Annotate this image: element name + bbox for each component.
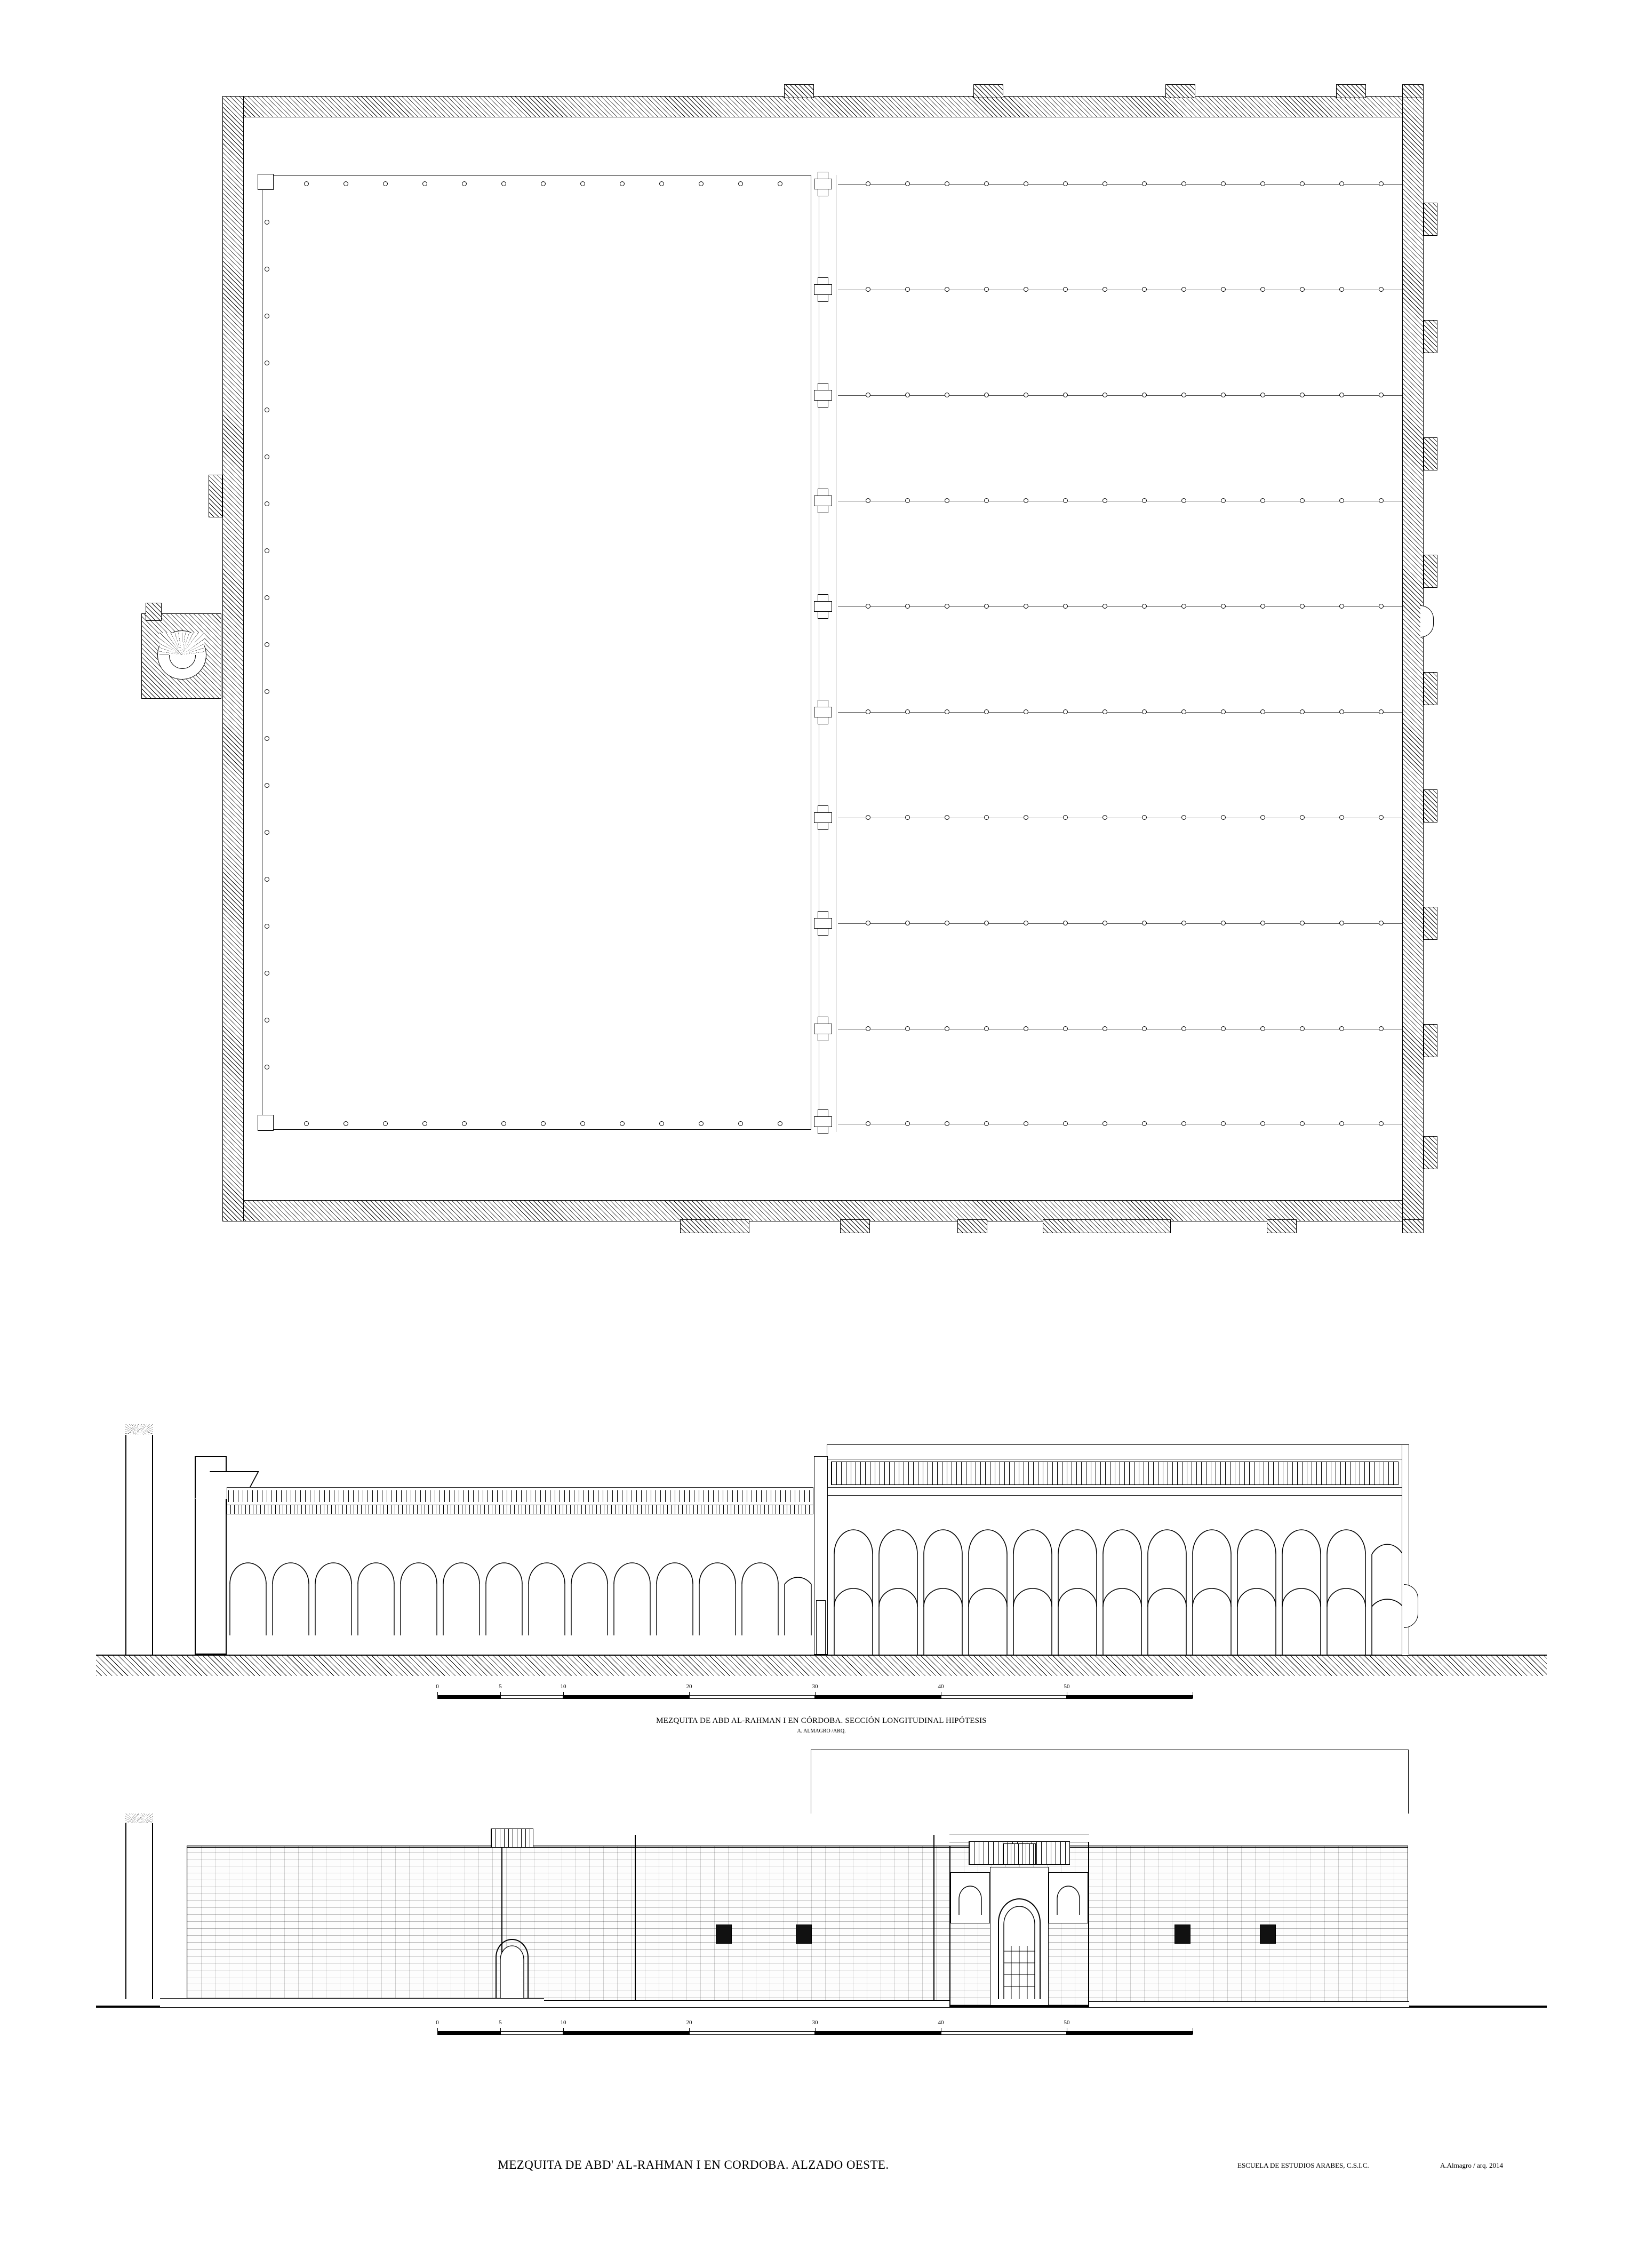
plan-wall-south (222, 1200, 1424, 1221)
section-hall-roof-ridge (827, 1444, 1403, 1459)
longitudinal-section (96, 1424, 1547, 1734)
plan-courtyard (262, 175, 811, 1130)
section-arcade-arches-west (227, 1531, 819, 1638)
elevation-joint-5 (1088, 1835, 1089, 2006)
plan-buttress-east-7 (1424, 907, 1437, 940)
section-caption-author: A. ALMAGRO /ARQ. (797, 1728, 846, 1734)
plan-west-recess-upper (209, 475, 222, 517)
section-scale-label: 50 (1064, 1683, 1070, 1690)
plan-cruciform-pier (814, 911, 832, 936)
elevation-scale-label: 10 (560, 2019, 566, 2026)
plan-cruciform-pier (814, 1017, 832, 1041)
plan-buttress-east-8 (1424, 1024, 1437, 1057)
elevation-window-slot (716, 1924, 732, 1944)
plan-buttress-south-5 (1267, 1219, 1297, 1233)
plan-wall-north (222, 96, 1424, 117)
plan-buttress-south-2 (840, 1219, 870, 1233)
elevation-portal-arch (990, 1871, 1049, 2005)
elevation-gate-left-arch (486, 1920, 538, 2006)
plan-cruciform-pier (814, 594, 832, 619)
section-hall-doorway (816, 1600, 826, 1655)
elevation-scale-bar (436, 2019, 1195, 2043)
plan-buttress-east-2 (1424, 320, 1437, 353)
plan-buttress-east-5 (1424, 672, 1437, 705)
elevation-scale-label: 5 (499, 2019, 502, 2026)
elevation-scale-label: 30 (812, 2019, 818, 2026)
institution-credit: ESCUELA DE ESTUDIOS ARABES, C.S.I.C. (1237, 2161, 1369, 2169)
elevation-window-slot (796, 1924, 812, 1944)
section-caption-title: MEZQUITA DE ABD AL-RAHMAN I EN CÓRDOBA. SECCIÓN LONGITUDINAL HIPÓTESIS (656, 1716, 987, 1725)
elevation-scale-label: 20 (686, 2019, 692, 2026)
plan-cruciform-pier (814, 489, 832, 513)
section-portico-cornice (227, 1505, 813, 1514)
plan-buttress-south-4 (1043, 1219, 1171, 1233)
plan-wall-east-qibla (1402, 96, 1424, 1221)
plan-cruciform-pier (814, 700, 832, 724)
plan-buttress-east-6 (1424, 789, 1437, 822)
elevation-crenellation-top (187, 1835, 1408, 1847)
elevation-plinth-left (160, 1998, 544, 2007)
section-scale-bar (436, 1683, 1195, 1707)
elevation-gate-left-crenellation (491, 1817, 533, 1828)
plan-minaret (141, 603, 227, 709)
section-scale-label: 0 (436, 1683, 439, 1690)
elevation-scale-label: 50 (1064, 2019, 1070, 2026)
elevation-portal-upper-grille (1003, 1843, 1036, 1865)
plan-mihrab-niche (1420, 605, 1434, 637)
plan-courtyard-corner-nw (258, 174, 274, 190)
plan-cruciform-pier (814, 383, 832, 408)
section-scale-label: 10 (560, 1683, 566, 1690)
plan-corner-north-east (1402, 84, 1424, 98)
plan-cruciform-pier (814, 1109, 832, 1134)
elevation-parapet-line (187, 1847, 1408, 1848)
elevation-scale-label: 0 (436, 2019, 439, 2026)
plan-cruciform-pier (814, 277, 832, 302)
floor-plan (211, 80, 1459, 1317)
plan-buttress-north-3 (1165, 84, 1195, 98)
section-scale-label: 5 (499, 1683, 502, 1690)
plan-cruciform-pier (814, 172, 832, 196)
elevation-plinth-right (1089, 2001, 1409, 2007)
elevation-gate-side-arch-right (1051, 1881, 1086, 1918)
plan-buttress-south-1 (680, 1219, 749, 1233)
elevation-joint-4 (949, 1846, 950, 2006)
plan-corner-south-east (1402, 1219, 1424, 1233)
plan-buttress-north-4 (1336, 84, 1366, 98)
plan-buttress-north-1 (784, 84, 814, 98)
elevation-plinth-centre (544, 2000, 949, 2007)
plan-courtyard-corner-sw (258, 1115, 274, 1131)
plan-buttress-south-3 (957, 1219, 987, 1233)
plan-buttress-east-9 (1424, 1136, 1437, 1169)
section-west-wall (125, 1434, 153, 1655)
west-elevation (96, 1814, 1547, 2091)
elevation-gate-left-frieze (491, 1828, 533, 1848)
plan-buttress-east-3 (1424, 437, 1437, 470)
elevation-gate-side-arch-left (953, 1881, 988, 1918)
elevation-crenellation-fragment (125, 1814, 153, 1824)
elevation-scale-label: 40 (938, 2019, 944, 2026)
plan-buttress-east-1 (1424, 203, 1437, 236)
section-crenellation-west (125, 1424, 153, 1435)
elevation-main-gate-crenellation (949, 1814, 1089, 1835)
elevation-joint-2 (635, 1835, 636, 2006)
section-scale-label: 40 (938, 1683, 944, 1690)
section-mihrab (1404, 1584, 1418, 1628)
elevation-joint-3 (933, 1835, 934, 2006)
section-portico-roof-tiles (228, 1490, 812, 1502)
section-hall-arcades (827, 1495, 1408, 1660)
elevation-wall-fragment (125, 1823, 153, 1999)
section-scale-label: 20 (686, 1683, 692, 1690)
author-credit: A.Almagro / arq. 2014 (1440, 2161, 1504, 2169)
plan-buttress-north-2 (973, 84, 1003, 98)
section-hall-clerestory (831, 1462, 1399, 1485)
elevation-window-slot (1260, 1924, 1276, 1944)
elevation-dimension-tick-right (1408, 1750, 1409, 1814)
sheet-title: MEZQUITA DE ABD' AL-RAHMAN I EN CORDOBA. ALZADO OESTE. (498, 2158, 889, 2171)
section-scale-label: 30 (812, 1683, 818, 1690)
elevation-window-slot (1174, 1924, 1190, 1944)
plan-buttress-east-4 (1424, 555, 1437, 588)
plan-cruciform-pier (814, 805, 832, 830)
